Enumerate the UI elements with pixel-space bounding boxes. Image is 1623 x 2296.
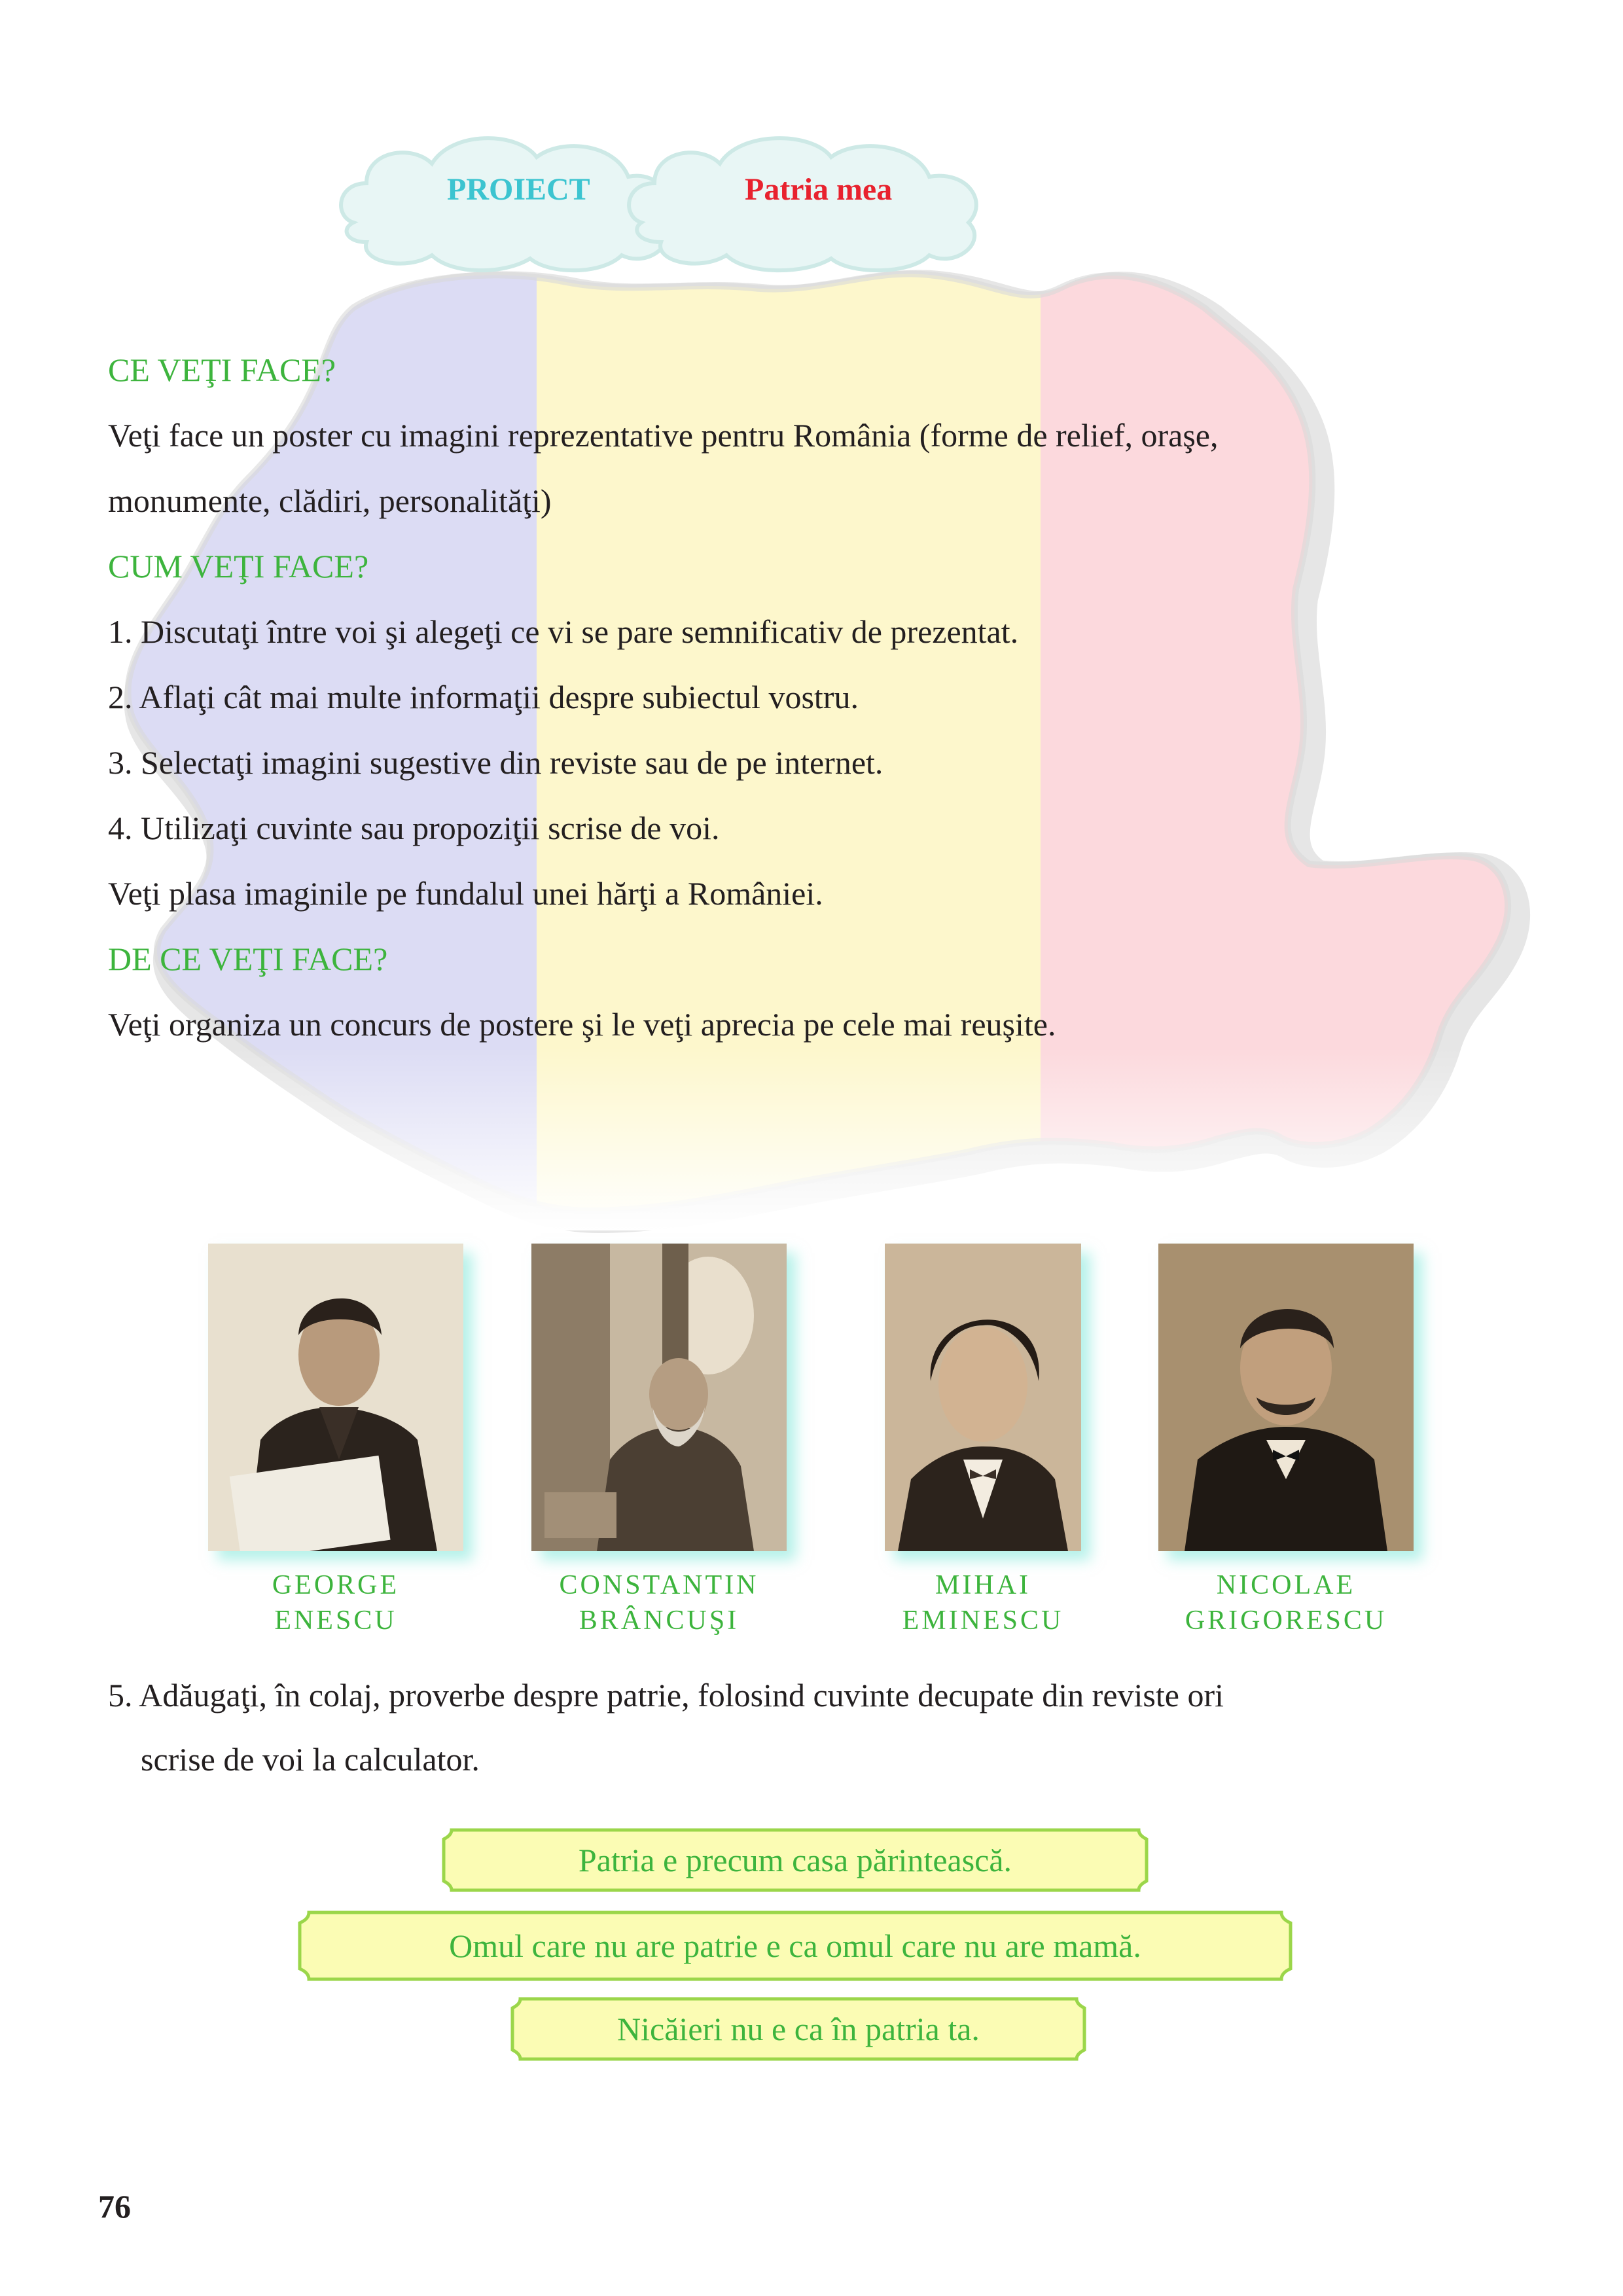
header-clouds [327, 111, 1008, 281]
caption-first-name: MIHAI [935, 1570, 1031, 1600]
how-text: Veţi plasa imaginile pe fundalul unei hărţi a României. [108, 875, 823, 912]
caption-last-name: GRIGORESCU [1185, 1605, 1387, 1636]
caption-george-enescu [208, 1568, 463, 1638]
proverb-text: Patria e precum casa părintească. [578, 1842, 1012, 1878]
step-5-line-2: scrise de voi la calculator. [141, 1741, 480, 1778]
proverb-text: Nicăieri nu e ca în patria ta. [617, 2011, 980, 2047]
how-heading: CUM VEŢI FACE? [108, 548, 369, 584]
portrait-nicolae-grigorescu [1158, 1244, 1414, 1551]
project-label: PROIECT [447, 172, 590, 207]
what-text-line-2: monumente, clădiri, personalităţi) [108, 482, 552, 519]
step-4: 4. Utilizaţi cuvinte sau propoziţii scrise de voi. [108, 810, 720, 846]
caption-first-name: NICOLAE [1216, 1570, 1356, 1600]
proverb-box-1 [438, 1827, 1152, 1893]
proverb-box-2 [294, 1910, 1296, 1982]
caption-constantin-brancusi [531, 1568, 787, 1638]
project-title: Patria mea [745, 172, 893, 207]
step-5-line-1: 5. Adăugaţi, în colaj, proverbe despre patrie, folosind cuvinte decupate din reviste ori [108, 1677, 1224, 1713]
why-text: Veţi organiza un concurs de postere şi le veţi aprecia pe cele mai reuşite. [108, 1006, 1056, 1043]
step-1: 1. Discutaţi între voi şi alegeţi ce vi se pare semnificativ de prezentat. [108, 613, 1019, 650]
proverb-text: Omul care nu are patrie e ca omul care nu are mamă. [449, 1928, 1141, 1964]
caption-mihai-eminescu [852, 1568, 1114, 1638]
portrait-mihai-eminescu [885, 1244, 1081, 1551]
what-text-line-1: Veţi face un poster cu imagini reprezentative pentru România (forme de relief, oraşe, [108, 417, 1219, 454]
step-3: 3. Selectaţi imagini sugestive din reviste sau de pe internet. [108, 744, 883, 781]
why-heading: DE CE VEŢI FACE? [108, 941, 388, 977]
step-2: 2. Aflaţi cât mai multe informaţii despre subiectul vostru. [108, 679, 859, 715]
caption-last-name: ENESCU [274, 1605, 397, 1636]
proverb-box-3 [507, 1996, 1090, 2062]
page-number: 76 [98, 2188, 131, 2225]
caption-last-name: EMINESCU [902, 1605, 1064, 1636]
caption-first-name: GEORGE [272, 1570, 400, 1600]
portrait-constantin-brancusi [531, 1244, 787, 1551]
caption-nicolae-grigorescu [1135, 1568, 1436, 1638]
portrait-george-enescu [208, 1244, 463, 1551]
caption-last-name: BRÂNCUŞI [579, 1605, 740, 1636]
what-heading: CE VEŢI FACE? [108, 351, 336, 388]
caption-first-name: CONSTANTIN [559, 1570, 759, 1600]
